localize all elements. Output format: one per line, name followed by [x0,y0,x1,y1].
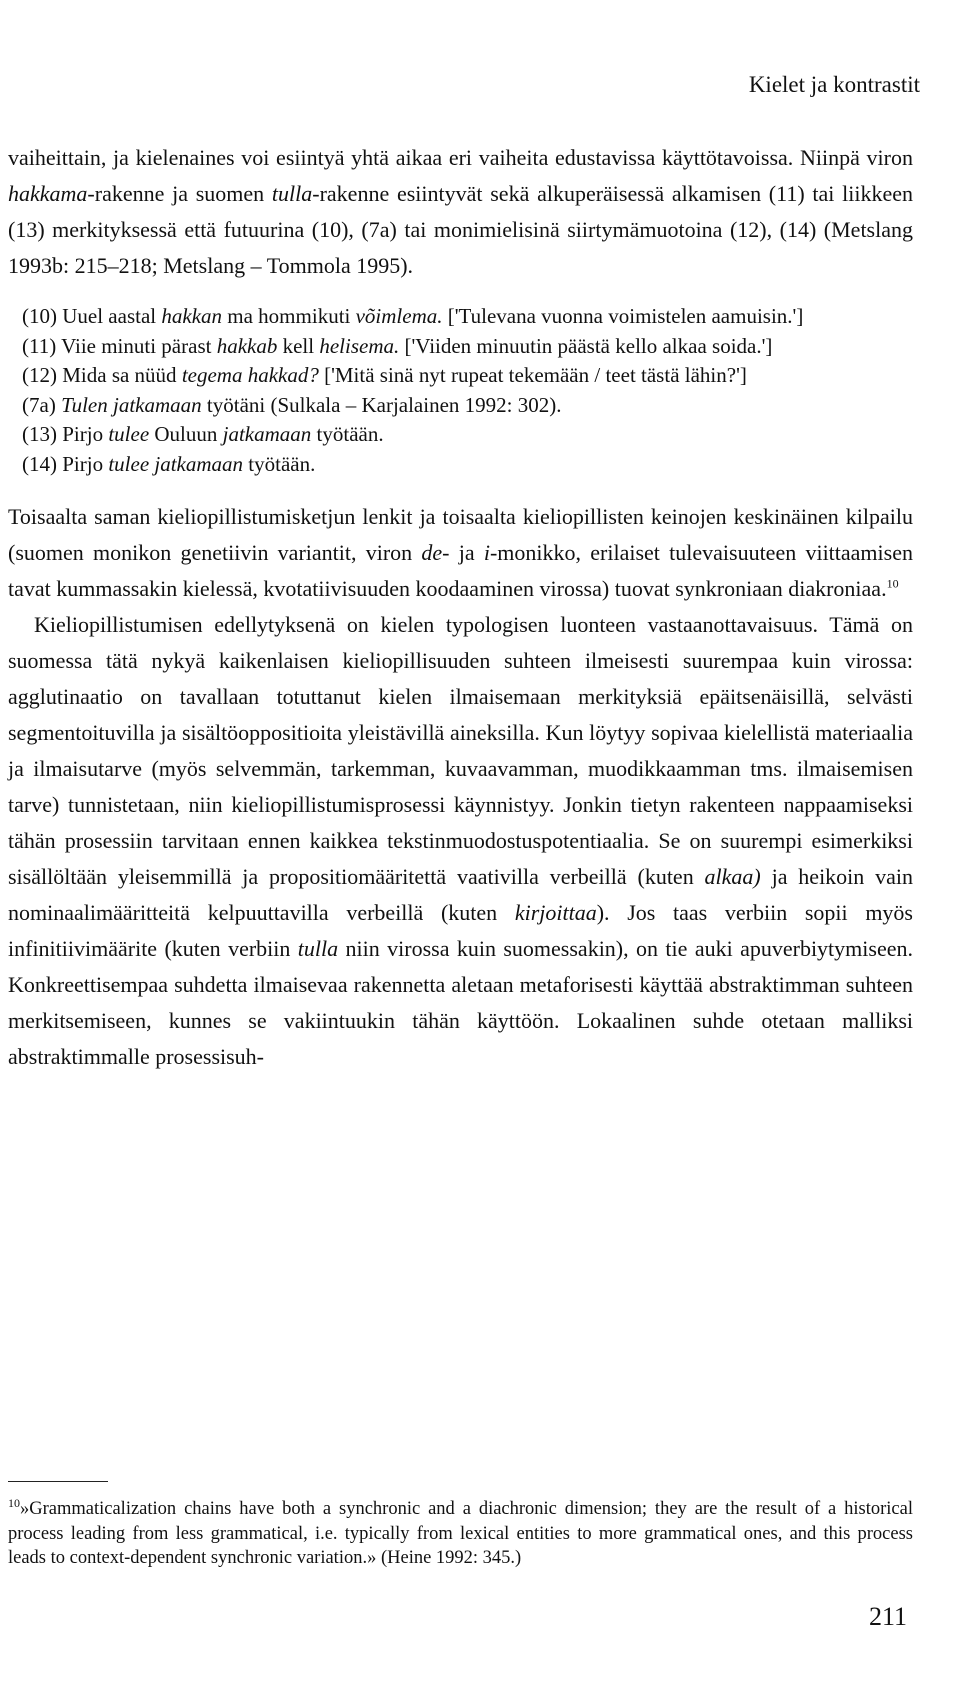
running-head: Kielet ja kontrastit [748,72,920,97]
italic-term: võimlema. [355,304,443,328]
italic-term: Tulen jatkamaan [61,392,202,417]
text-run: ['Viiden minuutin päästä kello alkaa soida.'] [399,333,773,358]
text-run: (7a) [22,392,62,417]
footnote-divider [8,1481,108,1482]
italic-term: alkaa) [704,864,761,889]
italic-term: kirjoittaa [514,900,597,925]
italic-term: hakkan [161,304,223,328]
text-run: vaiheittain, ja kielenaines voi esiintyä yhtä aikaa eri vaiheita edustavissa käyttötavoissa. Niinpä viron [8,145,913,170]
italic-term: tulee [108,422,150,446]
footnote-reference[interactable]: 10 [886,576,899,591]
text-run: (10) Uuel aastal [22,304,162,328]
example-7a [22,391,913,421]
text-run: työtään. [311,422,384,446]
italic-term: tulla [297,936,339,961]
italic-term: tulla [271,181,313,206]
text-run: ['Mitä sinä nyt rupeat tekemään / teet tästä lähin?'] [318,363,747,387]
text-run: -rakenne esiintyvät sekä alkuperäisessä alkamisen (11) tai liikkeen (13) merkityksessä että futuurina (10), (7a) tai monimielisinä siirtymämuotoina (12), (14) (Metslang 1993b: 215–218; Metslang – Tommola 1995). [8,181,913,278]
text-run: (11) Viie minuti pärast [22,333,217,358]
text-run: Kieliopillistumisen edellytyksenä on kielen typologisen luonteen vastaanottavaisuus. Tämä on suomessa tätä nykyä kaikenlaisen kieliopillisuuden suhteen ilmeisesti suurempaa kuin virossa: agglutinaatio on tavallaan totuttanut kielen ilmaisemaan merkityksiä epäitsenäisillä, selvästi segmentoituvilla ja sisältöoppositioita yleistävillä aineksilla. Kun löytyy sopivaa kielellistä materiaalia ja ilmaisutarve (myös selvemmän, tarkemman, kuvaavamman, muodikkaamman tms. ilmaisemisen tarve) tunnistetaan, niin kieliopillistumisprosessi käynnistyy. Jonkin tietyn rakenteen nappaamiseksi tähän prosessiin tarvitaan ennen kaikkea tekstinmuodostuspotentiaalia. Se on suurempi esimerkiksi sisällöltään yleisemmillä ja propositiomääritettä vaativilla verbeillä (kuten [8,612,913,889]
italic-term: jatkamaan [222,422,312,446]
page-number: 211 [868,1602,907,1631]
text-run: työtäni (Sulkala – Karjalainen 1992: 302). [201,392,562,417]
text-run: (13) Pirjo [22,422,109,446]
example-14 [22,450,913,480]
footnote-10 [8,1497,913,1571]
italic-term: helisema. [319,333,400,358]
italic-term: tulee jatkamaan [108,451,244,476]
italic-term: tegema hakkad? [181,363,319,387]
example-list [22,302,913,479]
italic-term: hakkama [8,181,88,206]
text-run: ). Jos taas verbiin sopii myös infinitiivimäärite (kuten verbiin [8,900,913,961]
text-run: ja [449,540,484,565]
text-run: (12) Mida sa nüüd [22,363,182,387]
text-run: ja heikoin vain nominaalimääritteitä kelpuuttavilla verbeillä (kuten [8,864,914,925]
text-run: (14) Pirjo [22,451,109,476]
italic-term: de- [421,540,450,565]
example-11 [22,332,913,362]
footnote-text: »Grammaticalization chains have both a synchronic and a diachronic dimension; they are the result of a historical process leading from less grammatical, i.e. typically from lexical entities to more grammatical ones, and this process leads to context-dependent synchronic variation.» (Heine 1992: 345.) [8,1499,913,1568]
footnote-marker: 10 [8,1495,20,1510]
italic-term: i [483,540,490,565]
text-run: -rakenne ja suomen [87,181,272,206]
text-run: -monikko, erilaiset tulevaisuuteen viittaamisen tavat kummassakin kielessä, kvotatiivisuuden koodaaminen virossa) tuovat synkroniaan diakroniaa. [8,540,913,601]
paragraph-3 [8,607,913,1075]
text-run: Toisaalta saman kieliopillistumisketjun lenkit ja toisaalta kieliopillisten keinojen keskinäinen kilpailu (suomen monikon genetiivin variantit, viron [8,504,913,565]
text-run: työtään. [243,451,316,476]
text-run: kell [277,333,320,358]
paragraph-intro [8,140,913,284]
text-run: ['Tulevana vuonna voimistelen aamuisin.'] [442,304,804,328]
example-12 [22,361,913,391]
italic-term: hakkab [216,333,278,358]
example-13 [22,420,913,450]
text-run: niin virossa kuin suomessakin), on tie auki apuverbiytymiseen. Konkreettisempaa suhdetta ilmaisevaa rakennetta aletaan metaforisesti käyttää abstraktimman suhteen merkitsemiseen, kunnes se vakiintuukin tähän käyttöön. Lokaalinen suhde otetaan malliksi abstraktimmalle prosessisuh- [8,936,913,1069]
text-run: ma hommikuti [222,304,356,328]
example-10 [22,302,913,332]
page-body [8,140,913,1075]
text-run: Ouluun [149,422,223,446]
paragraph-2 [8,499,913,607]
